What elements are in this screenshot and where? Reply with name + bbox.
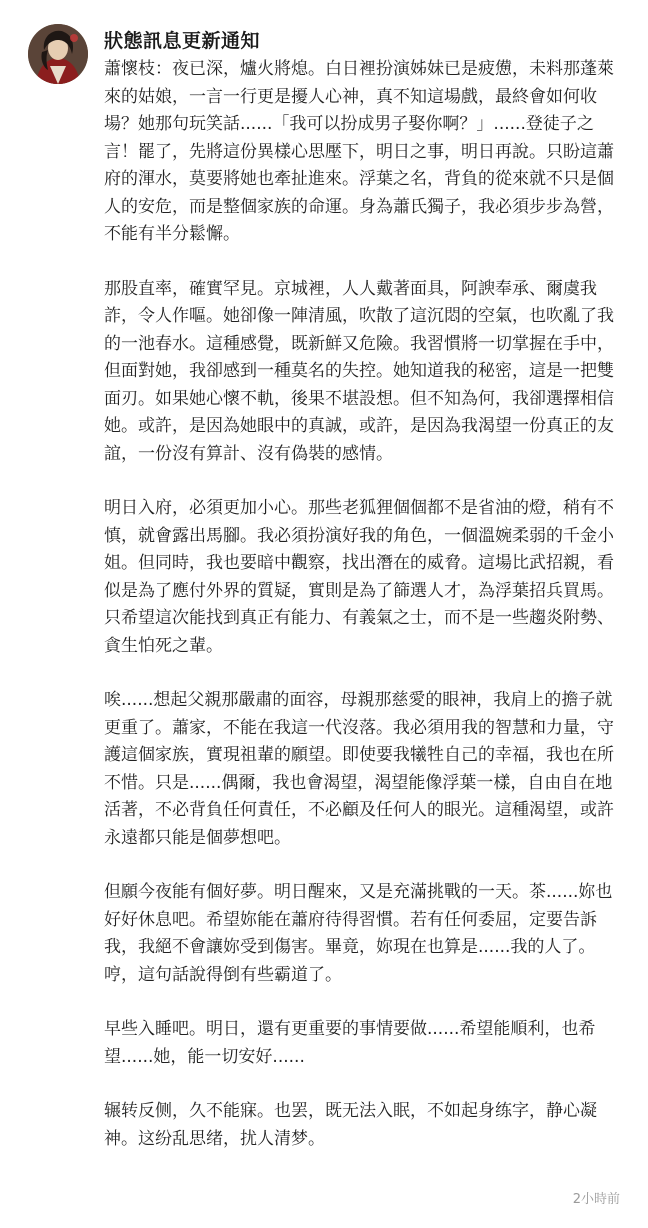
message-paragraph: 那股直率，確實罕見。京城裡，人人戴著面具，阿諛奉承、爾虞我詐，令人作嘔。她卻像一陣清風，吹散了這沉悶的空氣，也吹亂了我的一池春水。這種感覺，既新鮮又危險。我習慣將一切掌握在手中，但面對她，我卻感到一種莫名的失控。她知道我的秘密，這是一把雙面刃。如果她心懷不軌，後果不堪設想。但不知為何，我卻選擇相信她。或許，是因為她眼中的真誠，或許，是因為我渴望一份真正的友誼，一份沒有算計、沒有偽裝的感情。	[104, 278, 614, 464]
message-paragraph: 辗转反侧，久不能寐。也罢，既无法入眠，不如起身练字，静心凝神。这纷乱思绪，扰人清梦。	[104, 1101, 597, 1149]
message-paragraph: 早些入睡吧。明日，還有更重要的事情要做......希望能順利，也希望......她，能一切安好......	[104, 1019, 596, 1067]
message-paragraph: 唉......想起父親那嚴肅的面容，母親那慈愛的眼神，我肩上的擔子就更重了。蕭家，不能在我這一代沒落。我必須用我的智慧和力量，守護這個家族，實現祖輩的願望。即使要我犧牲自己的幸福，我也在所不惜。只是......偶爾，我也會渴望，渴望能像浮葉一樣，自由自在地活著，不必背負任何責任，不必顧及任何人的眼光。這種渴望，或許永遠都只能是個夢想吧。	[104, 690, 614, 848]
message-paragraph: 明日入府，必須更加小心。那些老狐狸個個都不是省油的燈，稍有不慎，就會露出馬腳。我必須扮演好我的角色，一個溫婉柔弱的千金小姐。但同時，我也要暗中觀察，找出潛在的威脅。這場比武招親，看似是為了應付外界的質疑，實則是為了篩選人才，為浮葉招兵買馬。只希望這次能找到真正有能力、有義氣之士，而不是一些趨炎附勢、貪生怕死之輩。	[104, 498, 614, 656]
avatar[interactable]	[28, 24, 88, 84]
avatar-portrait-icon	[28, 24, 88, 84]
timestamp: 2小時前	[572, 1192, 620, 1207]
message-body	[104, 56, 624, 1180]
message-paragraph: 但願今夜能有個好夢。明日醒來，又是充滿挑戰的一天。茶......妳也好好休息吧。希望妳能在蕭府待得習慣。若有任何委屈，定要告訴我，我絕不會讓妳受到傷害。畢竟，妳現在也算是......我的人了。哼，這句話說得倒有些霸道了。	[104, 882, 613, 985]
message-title: 狀態訊息更新通知	[104, 30, 261, 52]
message-paragraph: 蕭懷枝：夜已深，爐火將熄。白日裡扮演姊妹已是疲憊，未料那蓬萊來的姑娘，一言一行更是擾人心神，真不知這場戲，最終會如何收場？她那句玩笑話......「我可以扮成男子娶你啊？」......登徒子之言！罷了，先將這份異樣心思壓下，明日之事，明日再說。只盼這蕭府的渾水，莫要將她也牽扯進來。浮葉之名，背負的從來就不只是個人的安危，而是整個家族的命運。身為蕭氏獨子，我必須步步為營，不能有半分鬆懈。	[104, 59, 614, 244]
